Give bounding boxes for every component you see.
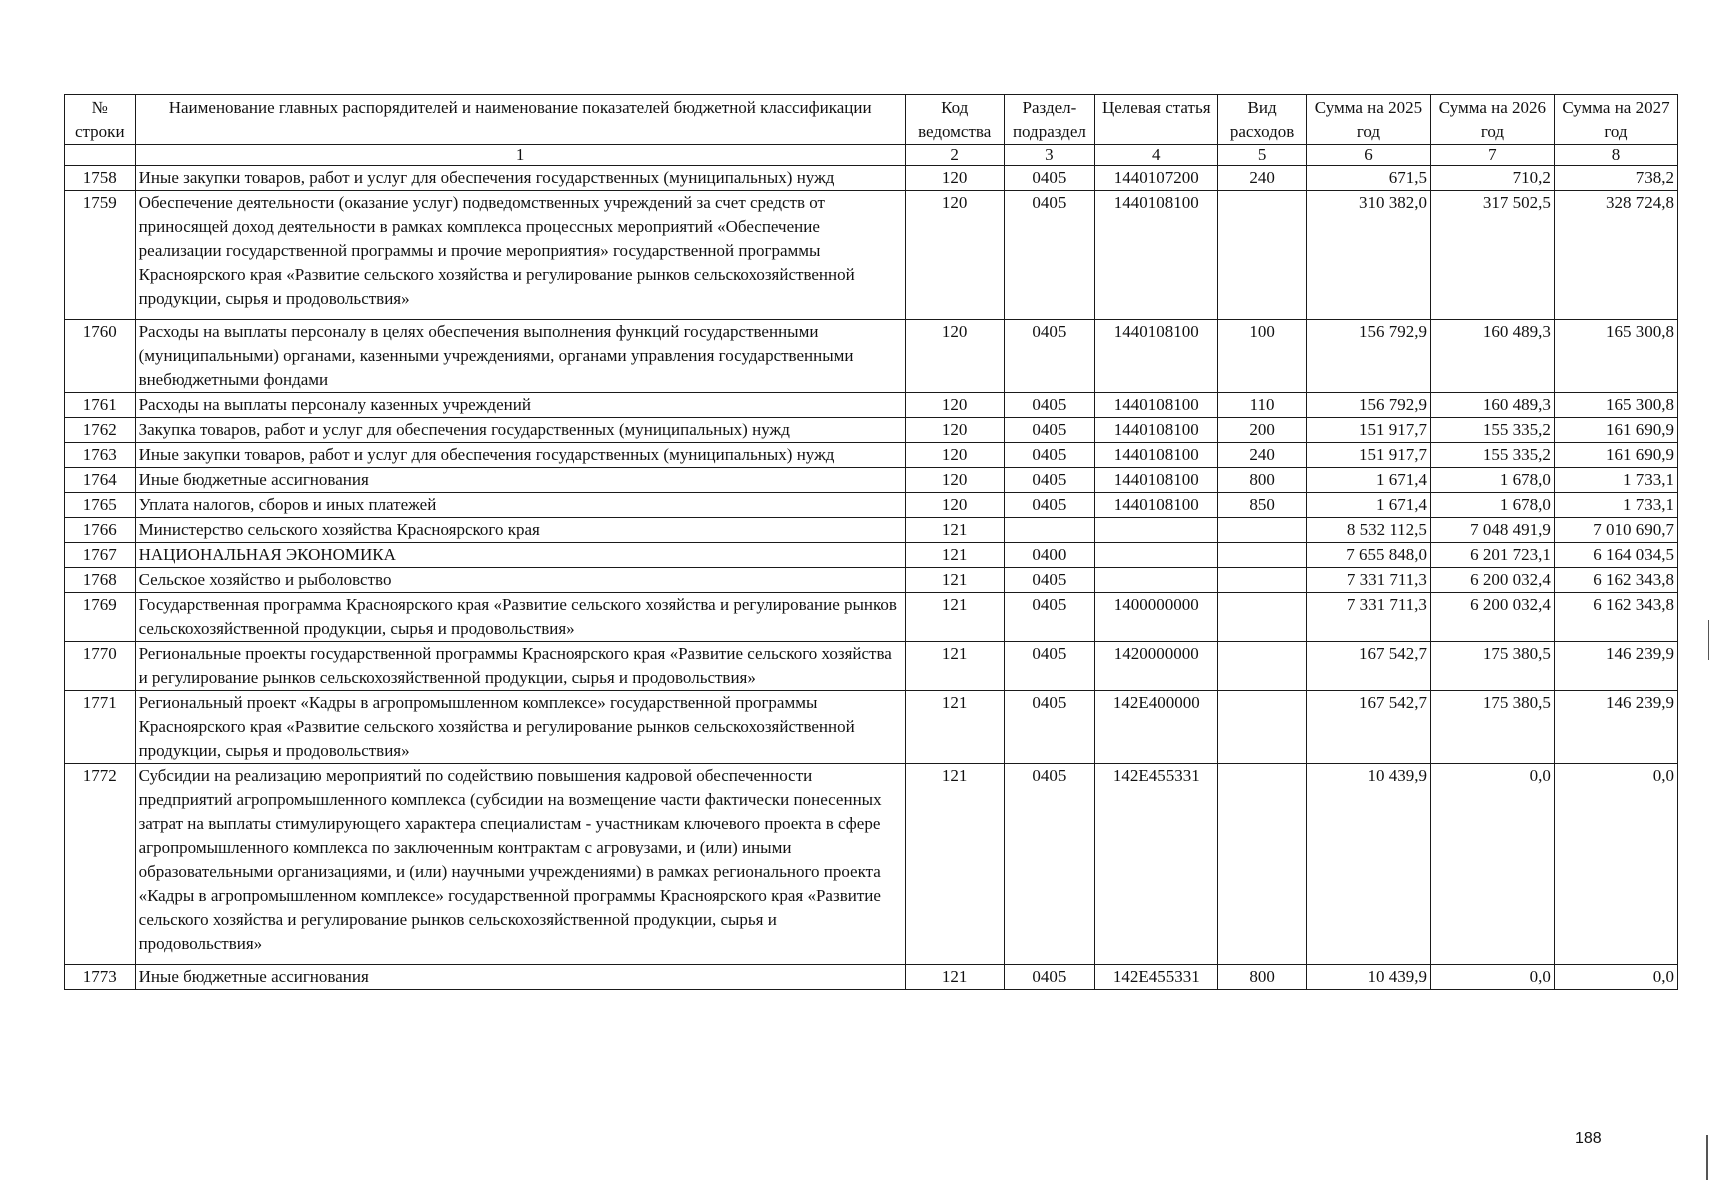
row-expense-type	[1218, 191, 1307, 320]
row-section: 0405	[1004, 393, 1095, 418]
row-sum-2025: 10 439,9	[1306, 965, 1430, 990]
row-section: 0405	[1004, 493, 1095, 518]
row-number: 1761	[65, 393, 136, 418]
row-expense-type: 800	[1218, 965, 1307, 990]
row-sum-2027: 161 690,9	[1554, 443, 1677, 468]
row-target-article: 1440108100	[1095, 191, 1218, 320]
row-section: 0405	[1004, 593, 1095, 642]
row-sum-2026: 1 678,0	[1430, 468, 1554, 493]
column-number: 8	[1554, 145, 1677, 166]
table-row	[65, 965, 1678, 990]
row-dept-code: 121	[905, 764, 1004, 965]
row-sum-2026: 6 200 032,4	[1430, 593, 1554, 642]
row-target-article	[1095, 543, 1218, 568]
row-name: НАЦИОНАЛЬНАЯ ЭКОНОМИКА	[135, 543, 905, 568]
row-dept-code: 121	[905, 543, 1004, 568]
row-sum-2026: 6 201 723,1	[1430, 543, 1554, 568]
row-target-article: 1440108100	[1095, 443, 1218, 468]
row-target-article: 142E455331	[1095, 764, 1218, 965]
page-number: 188	[1575, 1130, 1602, 1147]
row-expense-type	[1218, 568, 1307, 593]
row-target-article: 1440108100	[1095, 320, 1218, 393]
row-section	[1004, 518, 1095, 543]
column-number: 2	[905, 145, 1004, 166]
table-body	[65, 145, 1678, 990]
row-dept-code: 120	[905, 493, 1004, 518]
row-sum-2025: 167 542,7	[1306, 691, 1430, 764]
row-target-article	[1095, 568, 1218, 593]
row-sum-2026: 155 335,2	[1430, 418, 1554, 443]
row-number: 1760	[65, 320, 136, 393]
row-target-article: 1440107200	[1095, 166, 1218, 191]
row-sum-2027: 1 733,1	[1554, 468, 1677, 493]
row-sum-2027: 738,2	[1554, 166, 1677, 191]
row-sum-2027: 7 010 690,7	[1554, 518, 1677, 543]
table-row	[65, 493, 1678, 518]
scan-edge-mark	[1706, 1135, 1708, 1180]
row-name: Иные бюджетные ассигнования	[135, 965, 905, 990]
row-target-article: 142E455331	[1095, 965, 1218, 990]
row-sum-2026: 160 489,3	[1430, 320, 1554, 393]
row-sum-2025: 156 792,9	[1306, 320, 1430, 393]
scan-edge-mark	[1708, 620, 1709, 660]
header-sum-2027: Сумма на 2027 год	[1554, 95, 1677, 145]
row-number: 1758	[65, 166, 136, 191]
table-row	[65, 191, 1678, 320]
row-number: 1767	[65, 543, 136, 568]
row-expense-type: 850	[1218, 493, 1307, 518]
row-target-article: 1440108100	[1095, 393, 1218, 418]
header-sum-2026: Сумма на 2026 год	[1430, 95, 1554, 145]
row-dept-code: 121	[905, 518, 1004, 543]
row-sum-2027: 6 164 034,5	[1554, 543, 1677, 568]
row-sum-2025: 1 671,4	[1306, 493, 1430, 518]
row-sum-2027: 6 162 343,8	[1554, 568, 1677, 593]
row-section: 0405	[1004, 191, 1095, 320]
row-expense-type	[1218, 642, 1307, 691]
table-row	[65, 443, 1678, 468]
row-name: Сельское хозяйство и рыболовство	[135, 568, 905, 593]
column-number: 1	[135, 145, 905, 166]
row-section: 0405	[1004, 965, 1095, 990]
row-number: 1764	[65, 468, 136, 493]
row-sum-2026: 7 048 491,9	[1430, 518, 1554, 543]
row-sum-2025: 10 439,9	[1306, 764, 1430, 965]
row-sum-2026: 710,2	[1430, 166, 1554, 191]
header-row-number: № строки	[65, 95, 136, 145]
column-number: 7	[1430, 145, 1554, 166]
row-sum-2026: 175 380,5	[1430, 691, 1554, 764]
row-sum-2025: 7 331 711,3	[1306, 568, 1430, 593]
row-dept-code: 121	[905, 593, 1004, 642]
row-sum-2025: 7 655 848,0	[1306, 543, 1430, 568]
row-sum-2026: 1 678,0	[1430, 493, 1554, 518]
row-sum-2026: 175 380,5	[1430, 642, 1554, 691]
row-sum-2025: 671,5	[1306, 166, 1430, 191]
column-number: 3	[1004, 145, 1095, 166]
row-number: 1766	[65, 518, 136, 543]
row-sum-2025: 310 382,0	[1306, 191, 1430, 320]
row-dept-code: 121	[905, 568, 1004, 593]
table-row	[65, 518, 1678, 543]
row-section: 0405	[1004, 642, 1095, 691]
row-section: 0405	[1004, 764, 1095, 965]
row-dept-code: 120	[905, 468, 1004, 493]
row-number: 1765	[65, 493, 136, 518]
row-name: Региональные проекты государственной программы Красноярского края «Развитие сельского хозяйства и регулирование рынков сельскохозяйственной продукции, сырья и продовольствия»	[135, 642, 905, 691]
row-section: 0400	[1004, 543, 1095, 568]
row-sum-2027: 328 724,8	[1554, 191, 1677, 320]
row-name: Иные закупки товаров, работ и услуг для обеспечения государственных (муниципальных) нужд	[135, 166, 905, 191]
table-row	[65, 593, 1678, 642]
row-sum-2026: 317 502,5	[1430, 191, 1554, 320]
column-number: 4	[1095, 145, 1218, 166]
row-number: 1772	[65, 764, 136, 965]
row-sum-2025: 7 331 711,3	[1306, 593, 1430, 642]
row-section: 0405	[1004, 166, 1095, 191]
row-target-article	[1095, 518, 1218, 543]
row-name: Государственная программа Красноярского края «Развитие сельского хозяйства и регулирование рынков сельскохозяйственной продукции, сырья и продовольствия»	[135, 593, 905, 642]
row-target-article: 1420000000	[1095, 642, 1218, 691]
row-dept-code: 121	[905, 642, 1004, 691]
row-expense-type	[1218, 518, 1307, 543]
row-sum-2025: 8 532 112,5	[1306, 518, 1430, 543]
row-section: 0405	[1004, 691, 1095, 764]
column-number-row	[65, 145, 1678, 166]
row-dept-code: 120	[905, 443, 1004, 468]
row-number: 1759	[65, 191, 136, 320]
table-row	[65, 642, 1678, 691]
row-section: 0405	[1004, 320, 1095, 393]
row-name: Субсидии на реализацию мероприятий по содействию повышения кадровой обеспеченности предприятий агропромышленного комплекса (субсидии на возмещение части фактически понесенных затрат на выплаты стимулирующего характера специалистам - участникам ключевого проекта в сфере агропромышленного комплекса по заключенным контрактам с агровузами, и (или) иными образовательными организациями, и (или) научными учреждениями) в рамках регионального проекта «Кадры в агропромышленном комплексе» государственной программы Красноярского края «Развитие сельского хозяйства и регулирование рынков сельскохозяйственной продукции, сырья и продовольствия»	[135, 764, 905, 965]
table-header-row	[65, 95, 1678, 145]
row-name: Закупка товаров, работ и услуг для обеспечения государственных (муниципальных) нужд	[135, 418, 905, 443]
row-name: Министерство сельского хозяйства Красноярского края	[135, 518, 905, 543]
column-number: 5	[1218, 145, 1307, 166]
row-dept-code: 120	[905, 320, 1004, 393]
table-row	[65, 320, 1678, 393]
row-expense-type: 200	[1218, 418, 1307, 443]
header-expense-type: Вид расходов	[1218, 95, 1307, 145]
row-sum-2027: 146 239,9	[1554, 691, 1677, 764]
row-name: Иные закупки товаров, работ и услуг для обеспечения государственных (муниципальных) нужд	[135, 443, 905, 468]
row-target-article: 1440108100	[1095, 468, 1218, 493]
row-target-article: 1440108100	[1095, 493, 1218, 518]
row-sum-2025: 1 671,4	[1306, 468, 1430, 493]
table-row	[65, 691, 1678, 764]
row-sum-2027: 165 300,8	[1554, 393, 1677, 418]
row-sum-2027: 165 300,8	[1554, 320, 1677, 393]
row-name: Обеспечение деятельности (оказание услуг) подведомственных учреждений за счет средств от приносящей доход деятельности в рамках комплекса процессных мероприятий «Обеспечение реализации государственной программы и прочие мероприятия» государственной программы Красноярского края «Развитие сельского хозяйства и регулирование рынков сельскохозяйственной продукции, сырья и продовольствия»	[135, 191, 905, 320]
row-dept-code: 120	[905, 191, 1004, 320]
row-sum-2025: 156 792,9	[1306, 393, 1430, 418]
row-sum-2026: 0,0	[1430, 965, 1554, 990]
row-name: Расходы на выплаты персоналу в целях обеспечения выполнения функций государственными (муниципальными) органами, казенными учреждениями, органами управления государственными внебюджетными фондами	[135, 320, 905, 393]
row-sum-2025: 167 542,7	[1306, 642, 1430, 691]
row-number: 1769	[65, 593, 136, 642]
row-target-article: 1440108100	[1095, 418, 1218, 443]
row-sum-2027: 161 690,9	[1554, 418, 1677, 443]
row-expense-type: 240	[1218, 166, 1307, 191]
row-dept-code: 120	[905, 393, 1004, 418]
row-section: 0405	[1004, 468, 1095, 493]
row-name: Региональный проект «Кадры в агропромышленном комплексе» государственной программы Красноярского края «Развитие сельского хозяйства и регулирование рынков сельскохозяйственной продукции, сырья и продовольствия»	[135, 691, 905, 764]
row-sum-2026: 6 200 032,4	[1430, 568, 1554, 593]
header-target-article: Целевая статья	[1095, 95, 1218, 145]
row-sum-2027: 146 239,9	[1554, 642, 1677, 691]
row-section: 0405	[1004, 568, 1095, 593]
header-name: Наименование главных распорядителей и наименование показателей бюджетной классификации	[135, 95, 905, 145]
row-expense-type: 240	[1218, 443, 1307, 468]
row-expense-type: 100	[1218, 320, 1307, 393]
row-section: 0405	[1004, 443, 1095, 468]
row-sum-2026: 155 335,2	[1430, 443, 1554, 468]
row-target-article: 1400000000	[1095, 593, 1218, 642]
row-sum-2026: 160 489,3	[1430, 393, 1554, 418]
row-sum-2027: 1 733,1	[1554, 493, 1677, 518]
row-number: 1762	[65, 418, 136, 443]
row-name: Иные бюджетные ассигнования	[135, 468, 905, 493]
table-row	[65, 543, 1678, 568]
row-dept-code: 120	[905, 418, 1004, 443]
budget-table	[64, 94, 1678, 990]
row-expense-type	[1218, 764, 1307, 965]
row-sum-2027: 0,0	[1554, 764, 1677, 965]
row-name: Расходы на выплаты персоналу казенных учреждений	[135, 393, 905, 418]
row-section: 0405	[1004, 418, 1095, 443]
row-expense-type	[1218, 543, 1307, 568]
row-sum-2025: 151 917,7	[1306, 418, 1430, 443]
row-sum-2025: 151 917,7	[1306, 443, 1430, 468]
header-sum-2025: Сумма на 2025 год	[1306, 95, 1430, 145]
row-number: 1770	[65, 642, 136, 691]
row-sum-2027: 0,0	[1554, 965, 1677, 990]
row-expense-type	[1218, 691, 1307, 764]
column-number: 6	[1306, 145, 1430, 166]
table-row	[65, 393, 1678, 418]
row-target-article: 142E400000	[1095, 691, 1218, 764]
row-number: 1773	[65, 965, 136, 990]
table-row	[65, 418, 1678, 443]
row-dept-code: 121	[905, 965, 1004, 990]
row-expense-type: 110	[1218, 393, 1307, 418]
table-row	[65, 166, 1678, 191]
row-sum-2027: 6 162 343,8	[1554, 593, 1677, 642]
column-number-blank	[65, 145, 136, 166]
row-expense-type: 800	[1218, 468, 1307, 493]
row-number: 1771	[65, 691, 136, 764]
row-dept-code: 121	[905, 691, 1004, 764]
row-number: 1768	[65, 568, 136, 593]
table-row	[65, 468, 1678, 493]
table-row	[65, 764, 1678, 965]
row-number: 1763	[65, 443, 136, 468]
header-section: Раздел-подраздел	[1004, 95, 1095, 145]
row-dept-code: 120	[905, 166, 1004, 191]
row-expense-type	[1218, 593, 1307, 642]
header-dept-code: Код ведомства	[905, 95, 1004, 145]
row-name: Уплата налогов, сборов и иных платежей	[135, 493, 905, 518]
row-sum-2026: 0,0	[1430, 764, 1554, 965]
table-row	[65, 568, 1678, 593]
